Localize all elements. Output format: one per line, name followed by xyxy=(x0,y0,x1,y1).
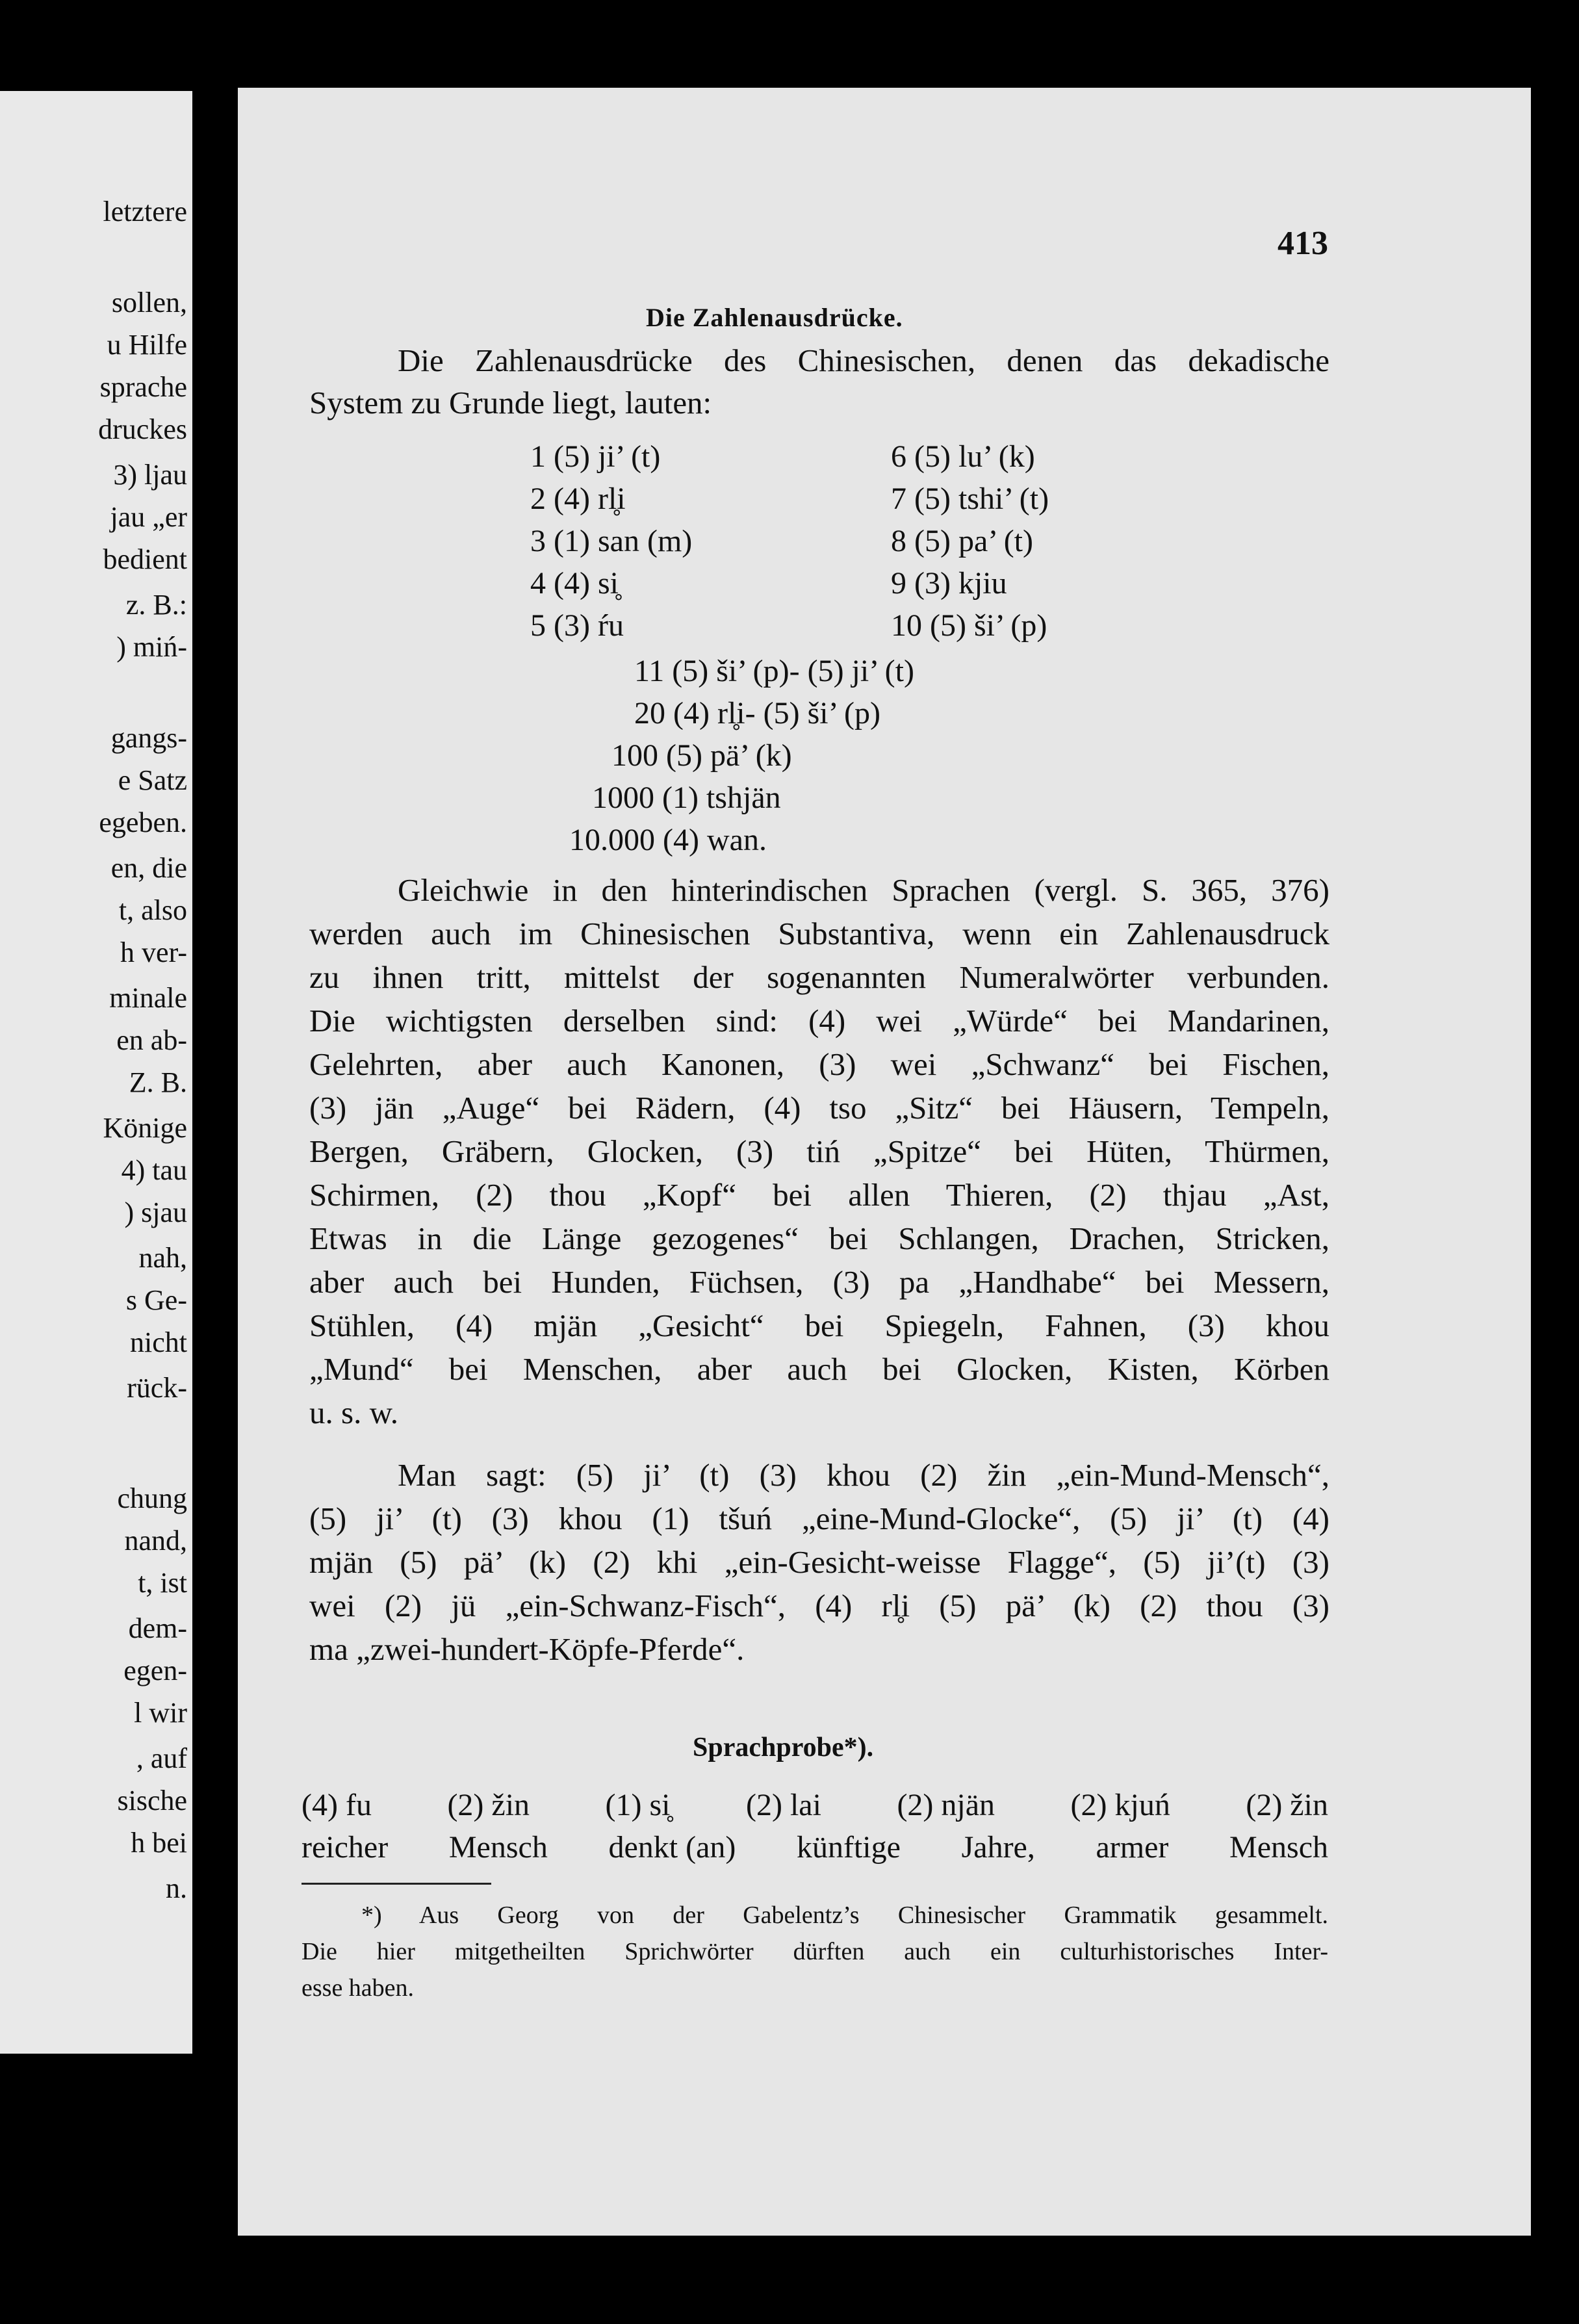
left-page-text-fragment: egeben. xyxy=(99,807,187,838)
footnote-line: *) Aus Georg von der Gabelentz’s Chinesischer Grammatik gesammelt. xyxy=(361,1902,1328,1929)
left-page-text-fragment: gangs- xyxy=(110,722,187,754)
left-page-text-fragment: egen- xyxy=(123,1655,187,1686)
sprachprobe-gloss: armer xyxy=(1096,1830,1169,1865)
paragraph-line: „Mund“ bei Menschen, aber auch bei Glocken, Kisten, Körben xyxy=(309,1351,1329,1387)
left-page-text-fragment: letztere xyxy=(103,196,187,227)
left-page-text-fragment: u Hilfe xyxy=(107,329,187,361)
left-page-text-fragment: 4) tau xyxy=(121,1154,187,1186)
left-page-text-fragment: nand, xyxy=(124,1525,187,1556)
left-page-text-fragment: t, ist xyxy=(138,1567,187,1599)
section-heading: Die Zahlenausdrücke. xyxy=(646,303,903,332)
left-page-text-fragment: jau „er xyxy=(110,501,187,533)
paragraph-line: Bergen, Gräbern, Glocken, (3) tiń „Spitze“ bei Hüten, Thürmen, xyxy=(309,1133,1329,1169)
number-entry: 3 (1) san (m) xyxy=(530,524,693,558)
paragraph-line: (3) jän „Auge“ bei Rädern, (4) tso „Sitz“ bei Häusern, Tempeln, xyxy=(309,1090,1329,1126)
sprachprobe-gloss: Mensch xyxy=(1229,1830,1328,1865)
paragraph-line: aber auch bei Hunden, Füchsen, (3) pa „Handhabe“ bei Messern, xyxy=(309,1264,1329,1300)
number-entry: 1 (5) ji’ (t) xyxy=(530,439,661,474)
paragraph-line: Gelehrten, aber auch Kanonen, (3) wei „Schwanz“ bei Fischen, xyxy=(309,1046,1329,1082)
intro-line: System zu Grunde liegt, lauten: xyxy=(309,385,712,420)
left-page-text-fragment: 3) ljau xyxy=(113,459,187,491)
footnote-line: Die hier mitgetheilten Sprichwörter dürften auch ein culturhistorisches Inter- xyxy=(302,1938,1328,1965)
left-page-text-fragment: sische xyxy=(117,1785,187,1816)
left-page-text-fragment: bedient xyxy=(103,543,187,575)
sprachprobe-word: (2) lai xyxy=(746,1788,821,1822)
number-entry: 2 (4) rl̥i xyxy=(530,482,626,516)
left-page-text-fragment: s Ge- xyxy=(125,1284,187,1316)
number-entry: 8 (5) pa’ (t) xyxy=(891,524,1033,558)
left-page-text-fragment: dem- xyxy=(128,1612,187,1644)
paragraph-line: Stühlen, (4) mjän „Gesicht“ bei Spiegeln, Fahnen, (3) khou xyxy=(309,1308,1329,1343)
left-page-text-fragment: e Satz xyxy=(118,764,187,796)
left-page-text-fragment: t, also xyxy=(118,894,187,926)
number-entry: 5 (3) ŕu xyxy=(530,608,624,643)
footnote-rule xyxy=(302,1883,491,1885)
number-entry: 9 (3) kjiu xyxy=(891,566,1007,600)
sprachprobe-heading: Sprachprobe*). xyxy=(693,1733,874,1762)
number-entry: 6 (5) lu’ (k) xyxy=(891,439,1035,474)
footnote-line: esse haben. xyxy=(302,1974,415,2002)
sprachprobe-german-row xyxy=(302,1829,1328,1865)
paragraph-line: Etwas in die Länge gezogenes“ bei Schlangen, Drachen, Stricken, xyxy=(309,1220,1329,1256)
page xyxy=(238,88,1531,2236)
left-page-text-fragment: Z. B. xyxy=(129,1066,187,1098)
left-page-text-fragment: h ver- xyxy=(120,936,187,968)
left-page-fragment xyxy=(0,91,192,2054)
paragraph-line: Man sagt: (5) ji’ (t) (3) khou (2) žin „ein-Mund-Mensch“, xyxy=(398,1457,1329,1493)
sprachprobe-gloss: Jahre, xyxy=(961,1830,1035,1865)
paragraph-line: Schirmen, (2) thou „Kopf“ bei allen Thieren, (2) thjau „Ast, xyxy=(309,1177,1329,1213)
sprachprobe-word: (2) kjuń xyxy=(1070,1788,1170,1822)
page-number: 413 xyxy=(1277,225,1328,262)
left-page-text-fragment: , auf xyxy=(136,1742,187,1774)
left-page-text-fragment: minale xyxy=(109,982,187,1014)
number-entry: 1000 (1) tshjän xyxy=(592,781,781,815)
sprachprobe-word: (2) žin xyxy=(1246,1788,1328,1822)
number-entry: 100 (5) pä’ (k) xyxy=(611,738,792,773)
number-entry: 10 (5) ši’ (p) xyxy=(891,608,1047,643)
number-entry: 4 (4) si̥ xyxy=(530,566,619,600)
left-page-text-fragment: en, die xyxy=(110,852,187,884)
sprachprobe-gloss: Mensch xyxy=(448,1830,548,1865)
number-entry: 7 (5) tshi’ (t) xyxy=(891,482,1049,516)
left-page-text-fragment: en ab- xyxy=(116,1024,187,1056)
paragraph-line: zu ihnen tritt, mittelst der sogenannten Numeralwörter verbunden. xyxy=(309,959,1329,995)
paragraph-line: werden auch im Chinesischen Substantiva, wenn ein Zahlenausdruck xyxy=(309,916,1329,951)
left-page-text-fragment: z. B.: xyxy=(125,589,187,621)
left-page-text-fragment: chung xyxy=(117,1482,187,1514)
intro-line: Die Zahlenausdrücke des Chinesischen, denen das dekadische xyxy=(398,342,1329,378)
number-entry: 11 (5) ši’ (p)- (5) ji’ (t) xyxy=(634,654,914,688)
left-page-text-fragment: nah, xyxy=(138,1242,187,1274)
left-page-text-fragment: l wir xyxy=(134,1697,187,1729)
sprachprobe-gloss: reicher xyxy=(302,1830,389,1865)
sprachprobe-word: (2) njän xyxy=(897,1788,995,1822)
paragraph-line: (5) ji’ (t) (3) khou (1) tšuń „eine-Mund-Glocke“, (5) ji’ (t) (4) xyxy=(309,1501,1329,1536)
number-entry: 10.000 (4) wan. xyxy=(569,823,767,857)
left-page-text-fragment: n. xyxy=(166,1872,187,1904)
sprachprobe-word: (2) žin xyxy=(447,1788,530,1822)
left-page-text-fragment: h bei xyxy=(131,1827,187,1859)
left-page-text-fragment: ) sjau xyxy=(124,1196,187,1228)
sprachprobe-word: (1) si̥ xyxy=(605,1788,671,1822)
paragraph-line: wei (2) jü „ein-Schwanz-Fisch“, (4) rl̥i (5) pä’ (k) (2) thou (3) xyxy=(309,1588,1329,1623)
paragraph-line: ma „zwei-hundert-Köpfe-Pferde“. xyxy=(309,1631,745,1667)
left-page-text-fragment: nicht xyxy=(130,1326,187,1358)
sprachprobe-gloss: denkt (an) xyxy=(608,1830,736,1865)
left-page-text-fragment: sollen, xyxy=(111,287,187,318)
number-entry: 20 (4) rl̥i- (5) ši’ (p) xyxy=(634,696,880,730)
paragraph-line: mjän (5) pä’ (k) (2) khi „ein-Gesicht-weisse Flagge“, (5) ji’(t) (3) xyxy=(309,1544,1329,1580)
sprachprobe-gloss: künftige xyxy=(796,1830,901,1865)
sprachprobe-word: (4) fu xyxy=(302,1788,372,1822)
sprachprobe-chinese-row xyxy=(302,1787,1328,1823)
paragraph-line: u. s. w. xyxy=(309,1395,399,1430)
left-page-text-fragment: Könige xyxy=(103,1112,187,1144)
left-page-text-fragment: rück- xyxy=(127,1372,187,1404)
left-page-text-fragment: sprache xyxy=(99,371,187,403)
left-page-text-fragment: druckes xyxy=(98,413,187,445)
left-page-text-fragment: ) miń- xyxy=(116,631,187,663)
paragraph-line: Die wichtigsten derselben sind: (4) wei „Würde“ bei Mandarinen, xyxy=(309,1003,1329,1039)
paragraph-line: Gleichwie in den hinterindischen Sprachen (vergl. S. 365, 376) xyxy=(398,872,1329,908)
